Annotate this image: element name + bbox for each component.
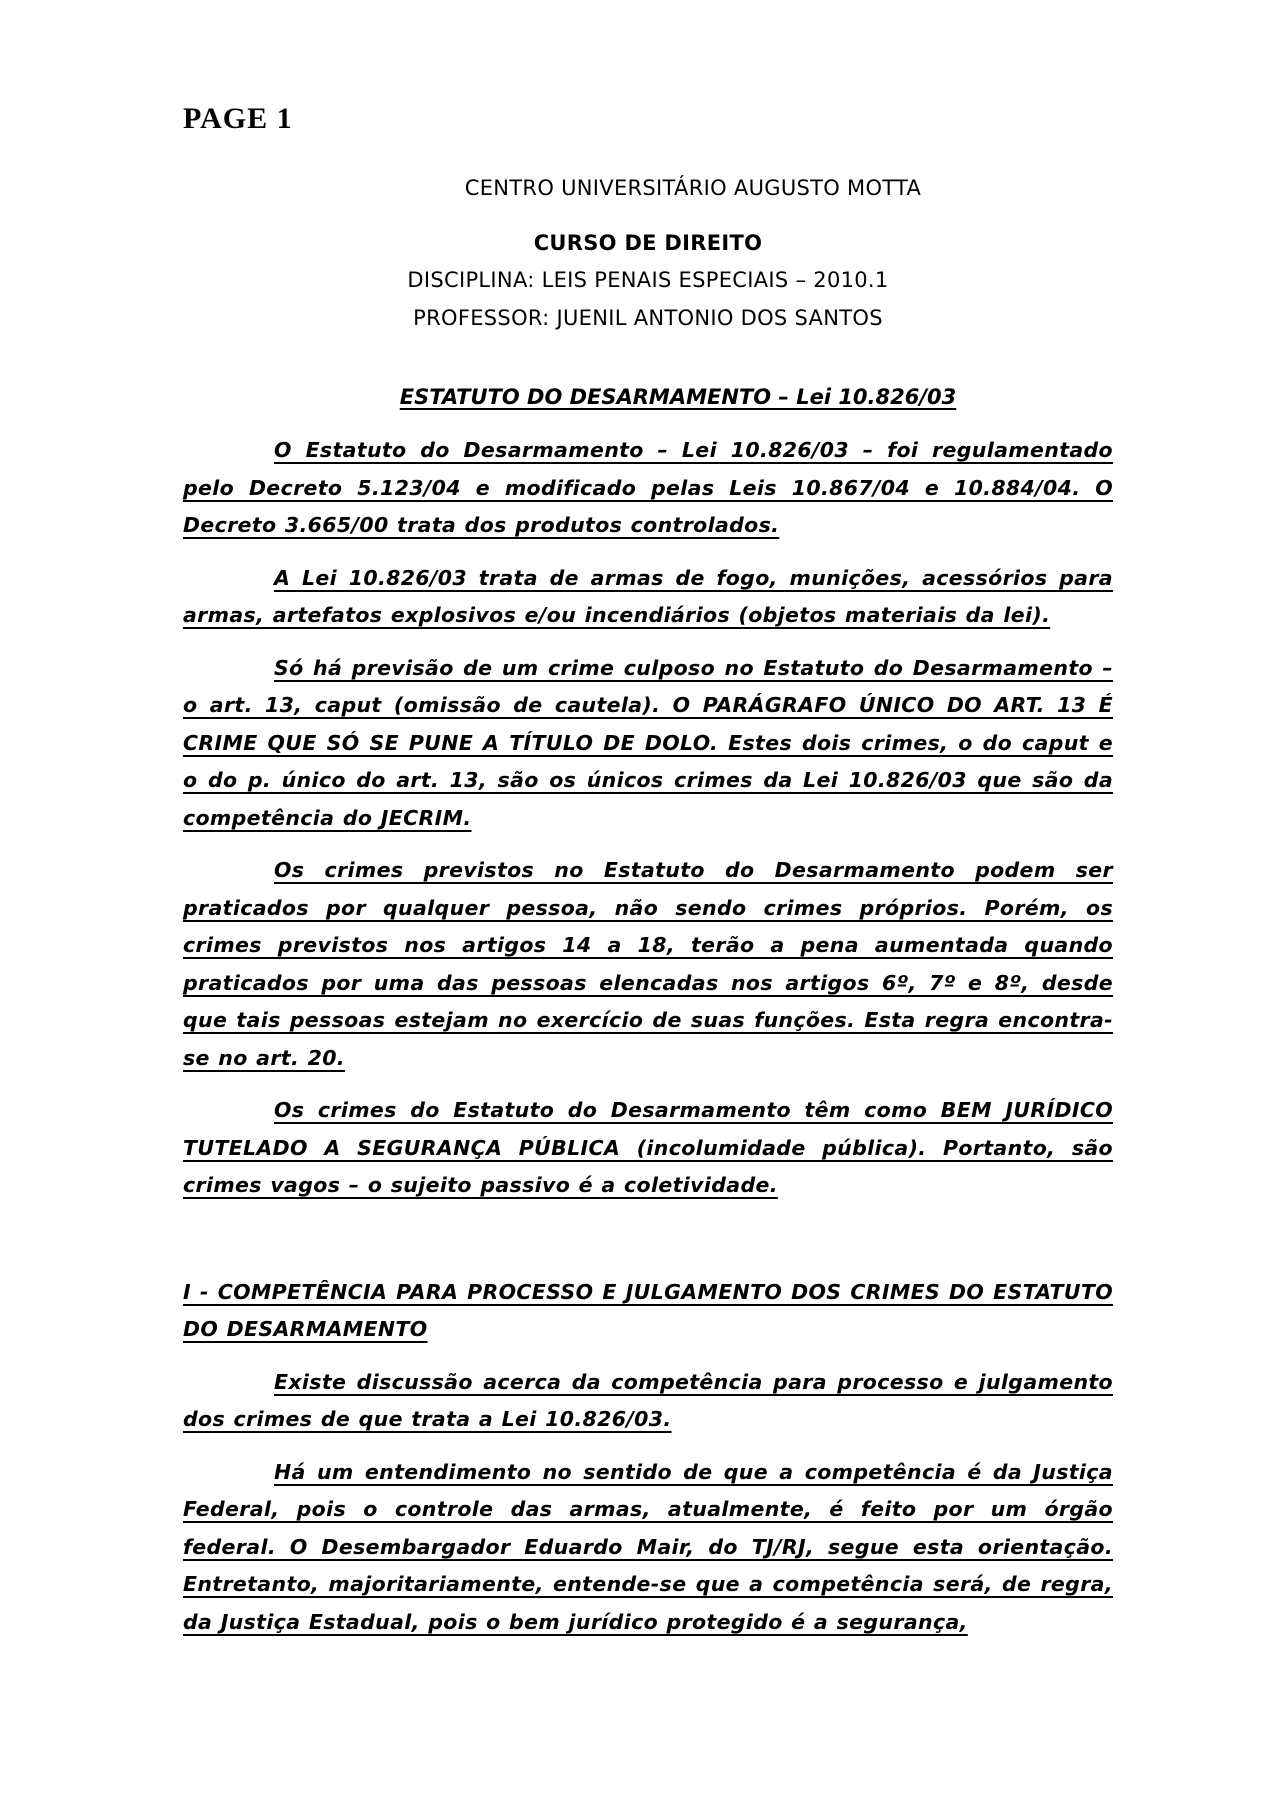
paragraph-text: Há um entendimento no sentido de que a competência é da Justiça Federal, pois o controle das armas, atualmente, é feito por um órgão federal. O Desembargador Eduardo Mair, do TJ/RJ, segue esta orientação. Entretanto, majoritariamente, entende-se que a competência será, de regra, da Justiça Estadual, pois o bem jurídico protegido é a segurança, xyxy=(183,1459,1113,1634)
document-body xyxy=(183,432,1113,1656)
paragraph xyxy=(183,852,1113,1077)
paragraph-text: Os crimes do Estatuto do Desarmamento têm como BEM JURÍDICO TUTELADO A SEGURANÇA PÚBLICA (incolumidade pública). Portanto, são crimes vagos – o sujeito passivo é a coletividade. xyxy=(183,1098,1113,1197)
paragraph xyxy=(183,560,1113,635)
paragraph xyxy=(183,1454,1113,1642)
paragraph-text: O Estatuto do Desarmamento – Lei 10.826/03 – foi regulamentado pelo Decreto 5.123/04 e modificado pelas Leis 10.867/04 e 10.884/04. O Decreto 3.665/00 trata dos produtos controlados. xyxy=(183,438,1113,537)
paragraph-text: Os crimes previstos no Estatuto do Desarmamento podem ser praticados por qualquer pessoa, não sendo crimes próprios. Porém, os crimes previstos nos artigos 14 a 18, terão a pena aumentada quando praticados por uma das pessoas elencadas nos artigos 6º, 7º e 8º, desde que tais pessoas estejam no exercício de suas funções. Esta regra encontra-se no art. 20. xyxy=(183,858,1113,1070)
paragraph-text: Existe discussão acerca da competência para processo e julgamento dos crimes de que trata a Lei 10.826/03. xyxy=(183,1369,1113,1431)
section-heading xyxy=(183,1274,1113,1349)
course-title: CURSO DE DIREITO xyxy=(533,231,763,255)
paragraph-text: Só há previsão de um crime culposo no Estatuto do Desarmamento – o art. 13, caput (omissão de cautela). O PARÁGRAFO ÚNICO DO ART. 13 É CRIME QUE SÓ SE PUNE A TÍTULO DE DOLO. Estes dois crimes, o do caput e o do p. único do art. 13, são os únicos crimes da Lei 10.826/03 que são da competência do JECRIM. xyxy=(183,655,1113,830)
institution-name: CENTRO UNIVERSITÁRIO AUGUSTO MOTTA xyxy=(464,176,922,200)
paragraph xyxy=(183,432,1113,545)
page-number-label: PAGE 1 xyxy=(183,102,293,135)
paragraph xyxy=(183,1364,1113,1439)
paragraph xyxy=(183,1092,1113,1205)
paragraph xyxy=(183,650,1113,838)
section-spacer xyxy=(183,1220,1113,1274)
discipline-line: DISCIPLINA: LEIS PENAIS ESPECIAIS – 2010.1 xyxy=(407,268,889,292)
paragraph-text: A Lei 10.826/03 trata de armas de fogo, munições, acessórios para armas, artefatos explosivos e/ou incendiários (objetos materiais da lei). xyxy=(183,565,1113,627)
section-heading-text: I - COMPETÊNCIA PARA PROCESSO E JULGAMENTO DOS CRIMES DO ESTATUTO DO DESARMAMENTO xyxy=(183,1279,1113,1341)
document-title: ESTATUTO DO DESARMAMENTO – Lei 10.826/03 xyxy=(399,385,957,409)
professor-line: PROFESSOR: JUENIL ANTONIO DOS SANTOS xyxy=(413,306,883,330)
